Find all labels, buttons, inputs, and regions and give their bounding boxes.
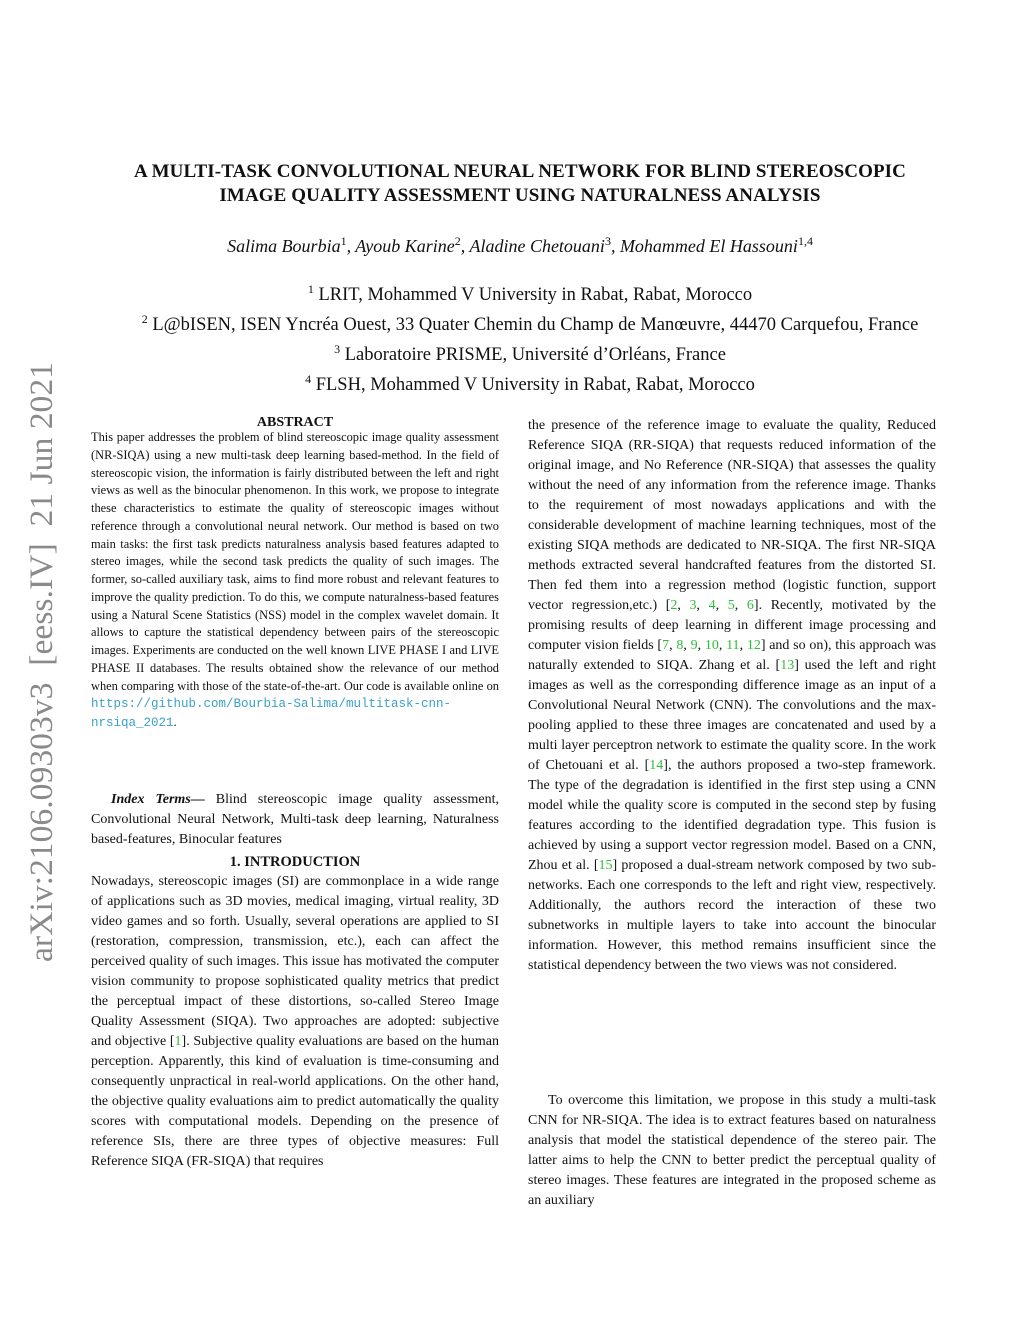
abstract-heading: ABSTRACT: [256, 415, 334, 430]
citation-link[interactable]: 1: [174, 1034, 182, 1049]
index-terms: Index Terms— Blind stereoscopic image quality assessment, Convolutional Neural Network, Multi-task deep learning, Naturalness based-features, Binocular features: [91, 792, 499, 847]
citation-link[interactable]: 7: [662, 638, 670, 653]
author-list: Salima Bourbia$^1$, Ayoub Karine$^2$, Aladine Chetouani$^3$, Mohammed El Hassouni$^{1,4}$: [227, 234, 813, 256]
citation-link[interactable]: 10: [704, 638, 719, 653]
title-line-2: IMAGE QUALITY ASSESSMENT USING NATURALNESS ANALYSIS: [219, 185, 821, 206]
affiliation: $^2$ L@bISEN, ISEN Yncréa Ouest, 33 Quater Chemin du Champ de Manœuvre, 44470 Carquefou, France: [141, 312, 919, 336]
author-affil-mark: 1,4: [797, 234, 813, 248]
abstract-body: This paper addresses the problem of blind stereoscopic image quality assessment (NR-SIQA) using a new multi-task deep learning based-method. In the field of stereoscopic vision, the information is fairly distributed between the left and right views as well as the binocular phenomenon. In this work, we propose to integrate these characteristics to estimate the quality of stereoscopic images without reference through a convolutional neural network. Our method is based on two main tasks: the first task predicts naturalness analysis based features adapted to stereo images, while the second task predicts the quality of such images. The former, so-called auxiliary task, aims to find more robust and relevant features to improve the quality prediction. To do this, we compute naturalness-based features using a Natural Scene Statistics (NSS) model in the complex wavelet domain. It allows to capture the statistical dependency between pairs of the stereoscopic images. Experiments are conducted on the well known LIVE PHASE I and LIVE PHASE II databases. The results obtained show the relevance of our method when comparing with those of the state-of-the-art. Our code is available online on https://github.com/Bourbia-Salima/multitask-cnn-nrsiqa_2021.: [91, 430, 499, 730]
author-name: Ayoub Karine: [355, 236, 455, 256]
affiliation: $^4$ FLSH, Mohammed V University in Rabat, Rabat, Morocco: [305, 372, 755, 396]
citation-link[interactable]: 4: [708, 598, 716, 613]
title-line-1: A MULTI-TASK CONVOLUTIONAL NEURAL NETWORK FOR BLIND STEREOSCOPIC: [134, 161, 906, 182]
author-affil-mark: 1: [340, 234, 347, 248]
affiliation: $^3$ Laboratoire PRISME, Université d’Orléans, France: [334, 342, 726, 366]
author-affil-mark: 3: [604, 234, 611, 248]
author-affil-mark: 2: [454, 234, 461, 248]
affiliation-list: [60, 277, 1000, 398]
index-terms-label: Index Terms—: [111, 792, 205, 807]
citation-link[interactable]: 9: [690, 638, 698, 653]
citation-link[interactable]: 8: [676, 638, 684, 653]
affiliation: $^1$ LRIT, Mohammed V University in Rabat, Rabat, Morocco: [307, 282, 753, 306]
citation-link[interactable]: 15: [598, 858, 613, 873]
arxiv-sidebar-stamp: [12, 358, 62, 966]
arxiv-id-text: arXiv:2106.09303v3 [eess.IV] 21 Jun 2021: [24, 373, 60, 962]
citation-link[interactable]: 14: [649, 758, 664, 773]
paper-title: [80, 160, 960, 208]
author-name: Salima Bourbia: [227, 236, 341, 256]
intro-paragraph-left: Nowadays, stereoscopic images (SI) are commonplace in a wide range of applications such as 3D movies, medical imaging, virtual reality, 3D video games and so forth. Usually, several operations are applied to SI (restoration, compression, transmission, etc.), each can affect the perceived quality of such images. This issue has motivated the computer vision community to propose sophisticated quality metrics that predict the perceptual impact of these distortions, so-called Stereo Image Quality Assessment (SIQA). Two approaches are adopted: subjective and objective [1]. Subjective quality evaluations are based on the human perception. Apparently, this kind of evaluation is time-consuming and consequently unpractical in real-world applications. On the other hand, the objective quality evaluations aim to predict automatically the quality scores with computational models. Depending on the presence of reference SIs, there are three types of objective measures: Full Reference SIQA (FR-SIQA) that requires: [91, 874, 500, 1169]
citation-link[interactable]: 6: [746, 598, 754, 613]
citation-link[interactable]: 13: [780, 658, 795, 673]
citation-link[interactable]: 2: [670, 598, 678, 613]
code-repo-link[interactable]: https://github.com/Bourbia-Salima/multitask-cnn-nrsiqa_2021: [91, 697, 452, 730]
citation-link[interactable]: 5: [727, 598, 735, 613]
citation-link[interactable]: 11: [726, 638, 740, 653]
intro-paragraph-right-2: To overcome this limitation, we propose in this study a multi-task CNN for NR-SIQA. The idea is to extract features based on naturalness analysis that model the statistical dependence of the stereo pair. The latter aims to help the CNN to better predict the perceptual quality of stereo images. These features are integrated in the proposed scheme as an auxiliary: [528, 1093, 936, 1208]
section-heading-introduction: 1. INTRODUCTION: [229, 854, 361, 870]
intro-paragraph-right: the presence of the reference image to evaluate the quality, Reduced Reference SIQA (RR-SIQA) that requests reduced information of the original image, and No Reference (NR-SIQA) that assesses the quality without the need of any information from the reference image. Thanks to the requirement of most nowadays applications and with the considerable development of machine learning techniques, most of the existing SIQA methods are dedicated to NR-SIQA. The first NR-SIQA methods extracted several handcrafted features from the distorted SI. Then fed them into a regression method (logistic function, support vector regression,etc.) [2, 3, 4, 5, 6]. Recently, motivated by the promising results of deep learning in different image processing and computer vision fields [7, 8, 9, 10, 11, 12] and so on), this approach was naturally extended to SIQA. Zhang et al. [13] used the left and right images as well as the corresponding difference image as an input of a Convolutional Neural Network (CNN). The convolutions and the max-pooling applied to these three images are concatenated and used by a multi layer perceptron network to estimate the quality score. In the work of Chetouani et al. [14], the authors proposed a two-step framework. The type of the degradation is identified in the first step using a CNN model while the quality score is computed in the second step by fusing features according to the identified degradation type. This fusion is achieved by using a support vector regression model. Based on a CNN, Zhou et al. [15] proposed a dual-stream network composed by two sub-networks. Each one corresponds to the left and right view, respectively. Additionally, the authors record the interaction of these two subnetworks in multiple layers to take into account the binocular information. However, this method remains insufficient since the statistical dependency between the two views was not considered.: [528, 418, 937, 973]
citation-link[interactable]: 3: [689, 598, 697, 613]
author-name: Mohammed El Hassouni: [619, 236, 798, 256]
citation-link[interactable]: 12: [746, 638, 761, 653]
author-name: Aladine Chetouani: [469, 236, 605, 256]
